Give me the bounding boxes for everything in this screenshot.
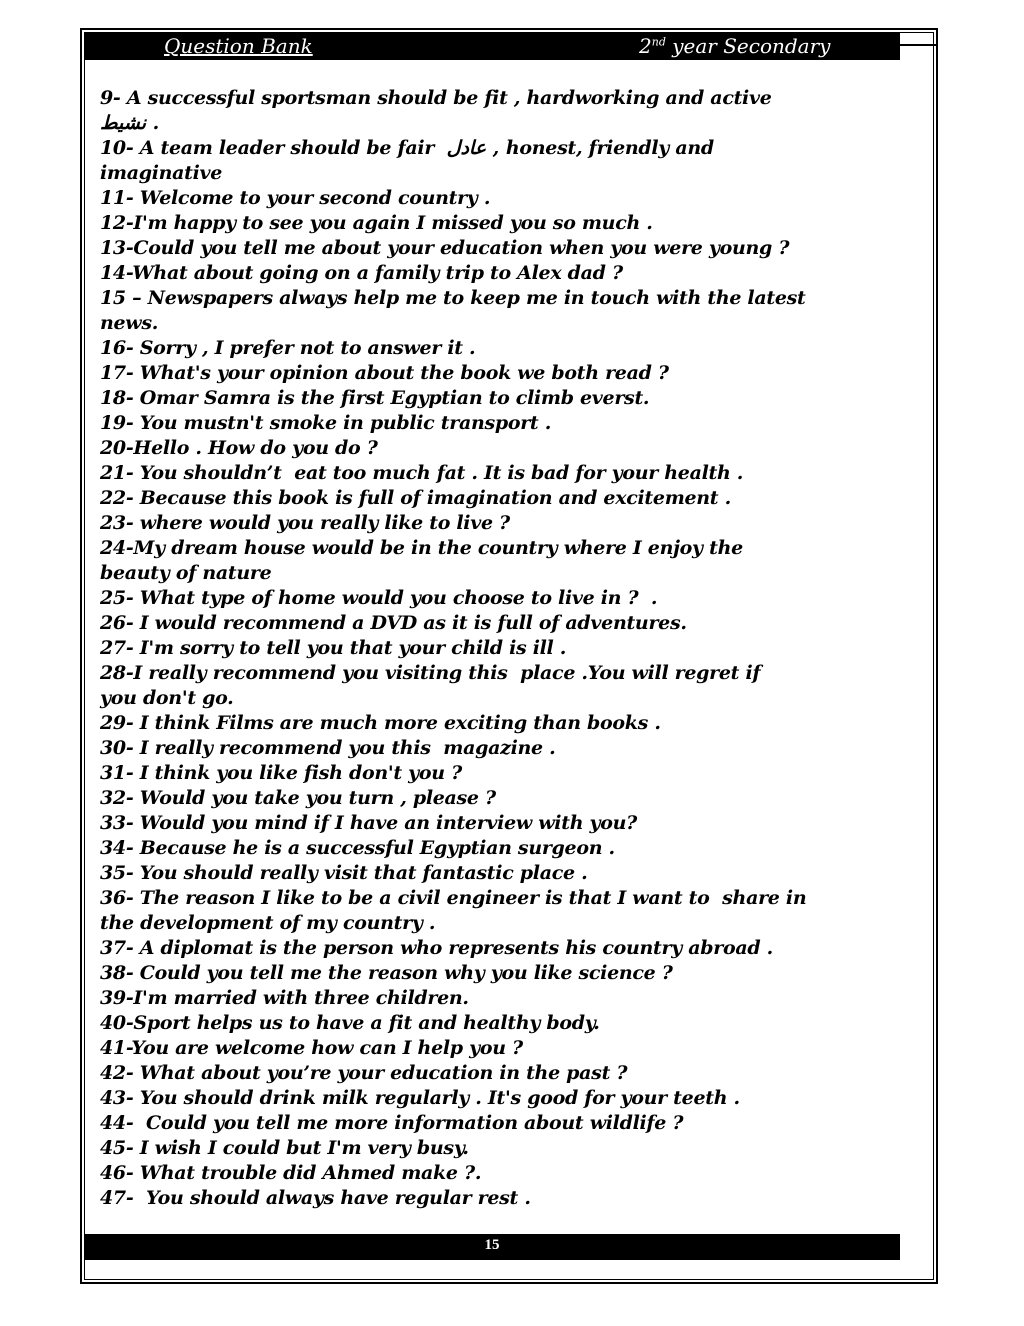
- list-item: 28-I really recommend you visiting this place .You will regret if: [100, 662, 761, 684]
- list-item: 24-My dream house would be in the country where I enjoy the: [100, 537, 743, 559]
- list-item: 33- Would you mind if I have an interview with you?: [100, 812, 637, 834]
- list-item: 18- Omar Samra is the first Egyptian to climb everst.: [100, 387, 650, 409]
- list-item: 29- I think Films are much more exciting than books .: [100, 712, 661, 734]
- header-title: Question Bank: [164, 34, 313, 58]
- list-item: 32- Would you take you turn , please ?: [100, 787, 496, 809]
- list-item: 20-Hello . How do you do ?: [100, 437, 378, 459]
- list-item: 35- You should really visit that fantastic place .: [100, 862, 588, 884]
- list-item: 40-Sport helps us to have a fit and healthy body.: [100, 1012, 600, 1034]
- question-list: [100, 86, 890, 1211]
- list-item: imaginative: [100, 162, 223, 184]
- list-item: 43- You should drink milk regularly . It's good for your teeth .: [100, 1087, 740, 1109]
- list-item: 19- You mustn't smoke in public transport .: [100, 412, 552, 434]
- list-item: 26- I would recommend a DVD as it is full of adventures.: [100, 612, 687, 634]
- list-item: 30- I really recommend you this magazine .: [100, 737, 556, 759]
- list-item: 37- A diplomat is the person who represents his country abroad .: [100, 937, 773, 959]
- list-item: 21- You shouldn’t eat too much fat . It is bad for your health .: [100, 462, 744, 484]
- list-item: 44- Could you tell me more information about wildlife ?: [100, 1112, 684, 1134]
- header-grade-suffix: nd: [651, 35, 666, 49]
- list-item: 38- Could you tell me the reason why you like science ?: [100, 962, 673, 984]
- list-item: 14-What about going on a family trip to Alex dad ?: [100, 262, 623, 284]
- list-item: 13-Could you tell me about your education when you were young ?: [100, 237, 790, 259]
- list-item: 23- where would you really like to live ?: [100, 512, 510, 534]
- header-rule: [898, 44, 938, 46]
- list-item: 27- I'm sorry to tell you that your child is ill .: [100, 637, 567, 659]
- header-grade-number: 2: [639, 34, 652, 58]
- header-bar: [84, 32, 900, 60]
- page-number: 15: [484, 1237, 500, 1253]
- list-item: 34- Because he is a successful Egyptian surgeon .: [100, 837, 615, 859]
- list-item: the development of my country .: [100, 912, 436, 934]
- list-item: 11- Welcome to your second country .: [100, 187, 491, 209]
- footer-bar: [84, 1234, 900, 1260]
- list-item: you don't go.: [100, 687, 234, 709]
- list-item: 39-I'm married with three children.: [100, 987, 469, 1009]
- list-item: 41-You are welcome how can I help you ?: [100, 1037, 523, 1059]
- list-item: 47- You should always have regular rest .: [100, 1187, 531, 1209]
- header-grade: [639, 34, 830, 58]
- list-item: 10- A team leader should be fair عادل , honest, friendly and: [100, 137, 714, 159]
- list-item: 25- What type of home would you choose to live in ? .: [100, 587, 658, 609]
- list-item: 36- The reason I like to be a civil engineer is that I want to share in: [100, 887, 807, 909]
- header-grade-label: year Secondary: [665, 34, 831, 58]
- list-item: 17- What's your opinion about the book we both read ?: [100, 362, 669, 384]
- list-item: 46- What trouble did Ahmed make ?.: [100, 1162, 482, 1184]
- list-item: beauty of nature: [100, 562, 272, 584]
- list-item: 45- I wish I could but I'm very busy.: [100, 1137, 469, 1159]
- list-item: 12-I'm happy to see you again I missed you so much .: [100, 212, 653, 234]
- list-item: نشيط .: [100, 112, 160, 134]
- list-item: 16- Sorry , I prefer not to answer it .: [100, 337, 476, 359]
- list-item: 31- I think you like fish don't you ?: [100, 762, 462, 784]
- list-item: 9- A successful sportsman should be fit , hardworking and active: [100, 87, 772, 109]
- list-item: 15 – Newspapers always help me to keep me in touch with the latest: [100, 287, 806, 309]
- list-item: news.: [100, 312, 159, 334]
- list-item: 42- What about you’re your education in the past ?: [100, 1062, 628, 1084]
- list-item: 22- Because this book is full of imagination and excitement .: [100, 487, 731, 509]
